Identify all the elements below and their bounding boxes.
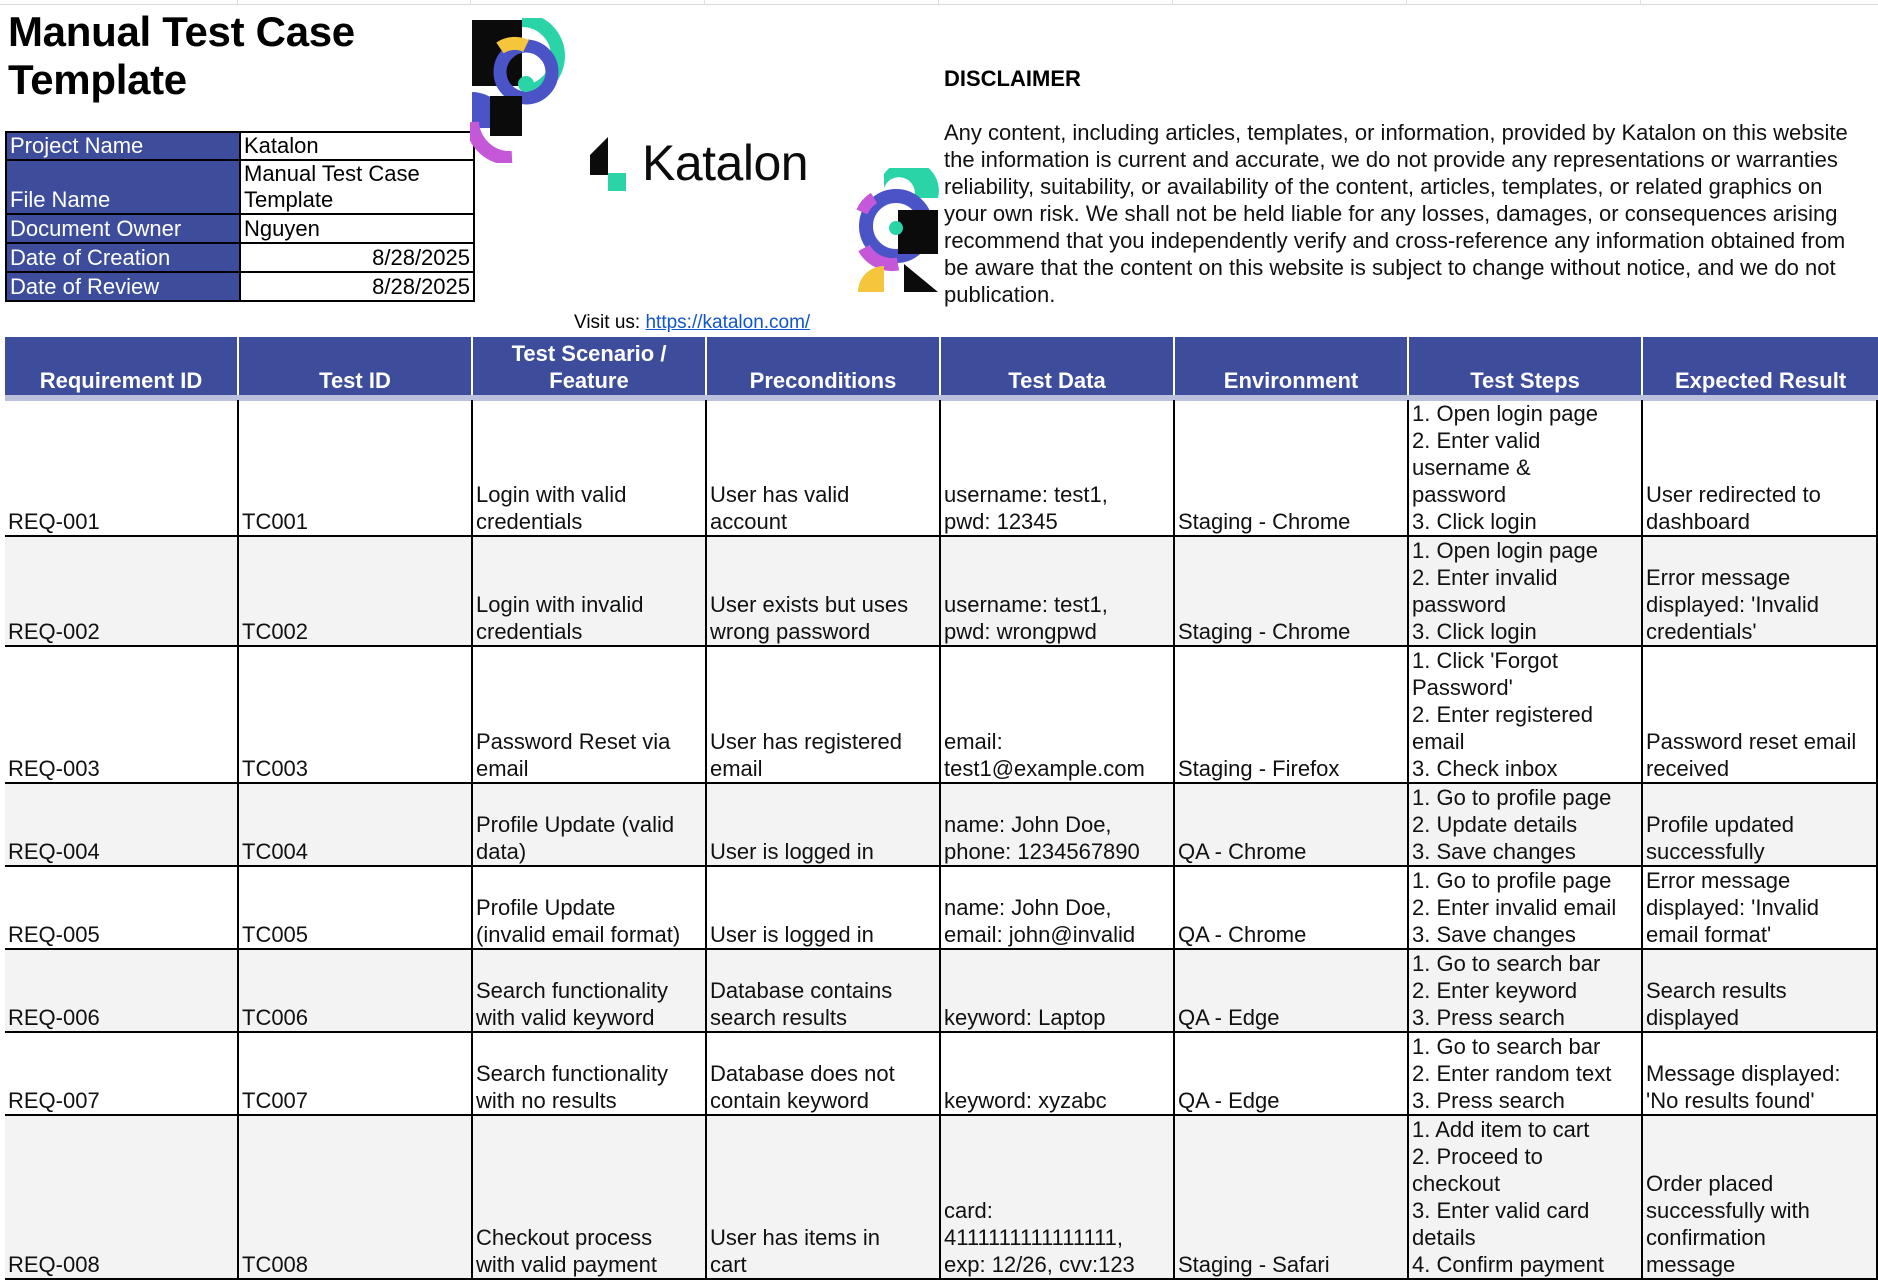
katalon-website-link[interactable]: https://katalon.com/ bbox=[645, 312, 811, 333]
date-of-creation-label: Date of Creation bbox=[6, 243, 240, 272]
expected-result-cell[interactable]: User redirected to dashboard bbox=[1643, 400, 1878, 535]
test-steps-cell[interactable]: 1. Click 'Forgot Password' 2. Enter registered email 3. Check inbox bbox=[1409, 647, 1643, 782]
test-case-table-header bbox=[5, 337, 1878, 395]
column-header-test-steps[interactable]: Test Steps bbox=[1409, 337, 1643, 395]
preconditions-cell[interactable]: User is logged in bbox=[707, 867, 941, 948]
scenario-cell[interactable]: Search functionality with valid keyword bbox=[473, 950, 707, 1031]
scenario-cell[interactable]: Search functionality with no results bbox=[473, 1033, 707, 1114]
document-info-table bbox=[5, 131, 475, 302]
expected-result-cell[interactable]: Error message displayed: 'Invalid credentials' bbox=[1643, 537, 1878, 645]
file-name-value[interactable]: Manual Test Case Template bbox=[240, 160, 474, 214]
scenario-cell[interactable]: Login with valid credentials bbox=[473, 400, 707, 535]
test-data-cell[interactable]: username: test1, pwd: 12345 bbox=[941, 400, 1175, 535]
environment-cell[interactable]: Staging - Chrome bbox=[1175, 400, 1409, 535]
requirement-id-cell[interactable]: REQ-006 bbox=[5, 950, 239, 1031]
date-of-review-value[interactable]: 8/28/2025 bbox=[240, 272, 474, 301]
expected-result-cell[interactable]: Password reset email received bbox=[1643, 647, 1878, 782]
column-header-test-data[interactable]: Test Data bbox=[941, 337, 1175, 395]
scenario-cell[interactable]: Password Reset via email bbox=[473, 647, 707, 782]
test-steps-cell[interactable]: 1. Add item to cart 2. Proceed to checkout 3. Enter valid card details 4. Confirm payment bbox=[1409, 1116, 1643, 1278]
project-name-value[interactable]: Katalon bbox=[240, 132, 474, 160]
table-row bbox=[5, 1033, 1878, 1116]
environment-cell[interactable]: Staging - Chrome bbox=[1175, 537, 1409, 645]
test-data-cell[interactable]: name: John Doe, phone: 1234567890 bbox=[941, 784, 1175, 865]
expected-result-cell[interactable]: Error message displayed: 'Invalid email format' bbox=[1643, 867, 1878, 948]
preconditions-cell[interactable]: Database contains search results bbox=[707, 950, 941, 1031]
environment-cell[interactable]: Staging - Safari bbox=[1175, 1116, 1409, 1278]
decorative-shapes-icon bbox=[854, 168, 942, 293]
test-id-cell[interactable]: TC007 bbox=[239, 1033, 473, 1114]
scenario-cell[interactable]: Profile Update (valid data) bbox=[473, 784, 707, 865]
test-id-cell[interactable]: TC002 bbox=[239, 537, 473, 645]
expected-result-cell[interactable]: Order placed successfully with confirmation message bbox=[1643, 1116, 1878, 1278]
test-steps-cell[interactable]: 1. Go to profile page 2. Enter invalid email 3. Save changes bbox=[1409, 867, 1643, 948]
test-case-table-body bbox=[5, 400, 1878, 1280]
expected-result-cell[interactable]: Message displayed: 'No results found' bbox=[1643, 1033, 1878, 1114]
date-of-creation-value[interactable]: 8/28/2025 bbox=[240, 243, 474, 272]
table-row bbox=[5, 537, 1878, 647]
requirement-id-cell[interactable]: REQ-004 bbox=[5, 784, 239, 865]
test-steps-cell[interactable]: 1. Go to profile page 2. Update details 3. Save changes bbox=[1409, 784, 1643, 865]
disclaimer-text: Any content, including articles, templates, or information, provided by Katalon on this website the information is current and accurate, we do not provide any representations or warranties reliability, suitability, or availability of the content, articles, templates, or related graphics on your own risk. We shall not be held liable for any losses, damages, or consequences arising recommend that you independently verify and cross-reference any information obtained from be aware that the content on this website is subject to change without notice, and we do not publication. bbox=[944, 120, 1848, 307]
date-of-review-label: Date of Review bbox=[6, 272, 240, 301]
test-steps-cell[interactable]: 1. Go to search bar 2. Enter random text 3. Press search bbox=[1409, 1033, 1643, 1114]
file-name-label: File Name bbox=[6, 160, 240, 214]
brand-logo bbox=[588, 134, 808, 192]
test-data-cell[interactable]: email: test1@example.com bbox=[941, 647, 1175, 782]
preconditions-cell[interactable]: User exists but uses wrong password bbox=[707, 537, 941, 645]
table-row bbox=[5, 647, 1878, 784]
expected-result-cell[interactable]: Search results displayed bbox=[1643, 950, 1878, 1031]
test-data-cell[interactable]: keyword: Laptop bbox=[941, 950, 1175, 1031]
requirement-id-cell[interactable]: REQ-002 bbox=[5, 537, 239, 645]
test-id-cell[interactable]: TC003 bbox=[239, 647, 473, 782]
test-data-cell[interactable]: keyword: xyzabc bbox=[941, 1033, 1175, 1114]
environment-cell[interactable]: QA - Chrome bbox=[1175, 867, 1409, 948]
requirement-id-cell[interactable]: REQ-005 bbox=[5, 867, 239, 948]
disclaimer-title: DISCLAIMER bbox=[944, 66, 1081, 91]
preconditions-cell[interactable]: User has valid account bbox=[707, 400, 941, 535]
document-owner-value[interactable]: Nguyen bbox=[240, 214, 474, 243]
environment-cell[interactable]: QA - Edge bbox=[1175, 1033, 1409, 1114]
test-id-cell[interactable]: TC001 bbox=[239, 400, 473, 535]
environment-cell[interactable]: QA - Chrome bbox=[1175, 784, 1409, 865]
table-row bbox=[5, 784, 1878, 867]
preconditions-cell[interactable]: Database does not contain keyword bbox=[707, 1033, 941, 1114]
column-header-test-scenario[interactable]: Test Scenario / Feature bbox=[473, 337, 707, 395]
test-data-cell[interactable]: username: test1, pwd: wrongpwd bbox=[941, 537, 1175, 645]
katalon-logo-icon bbox=[588, 135, 628, 191]
test-data-cell[interactable]: card: 4111111111111111, exp: 12/26, cvv:123 bbox=[941, 1116, 1175, 1278]
preconditions-cell[interactable]: User has items in cart bbox=[707, 1116, 941, 1278]
requirement-id-cell[interactable]: REQ-007 bbox=[5, 1033, 239, 1114]
column-header-requirement-id[interactable]: Requirement ID bbox=[5, 337, 239, 395]
table-row bbox=[5, 400, 1878, 537]
table-row bbox=[5, 867, 1878, 950]
environment-cell[interactable]: Staging - Firefox bbox=[1175, 647, 1409, 782]
test-data-cell[interactable]: name: John Doe, email: john@invalid bbox=[941, 867, 1175, 948]
document-owner-label: Document Owner bbox=[6, 214, 240, 243]
test-id-cell[interactable]: TC006 bbox=[239, 950, 473, 1031]
test-steps-cell[interactable]: 1. Go to search bar 2. Enter keyword 3. Press search bbox=[1409, 950, 1643, 1031]
project-name-label: Project Name bbox=[6, 132, 240, 160]
preconditions-cell[interactable]: User has registered email bbox=[707, 647, 941, 782]
test-steps-cell[interactable]: 1. Open login page 2. Enter valid username & password 3. Click login bbox=[1409, 400, 1643, 535]
table-row bbox=[5, 1116, 1878, 1280]
top-border bbox=[0, 4, 1878, 5]
brand-name: Katalon bbox=[642, 135, 809, 191]
requirement-id-cell[interactable]: REQ-001 bbox=[5, 400, 239, 535]
column-header-preconditions[interactable]: Preconditions bbox=[707, 337, 941, 395]
test-id-cell[interactable]: TC005 bbox=[239, 867, 473, 948]
visit-label: Visit us: bbox=[574, 312, 641, 333]
table-row bbox=[5, 950, 1878, 1033]
column-header-environment[interactable]: Environment bbox=[1175, 337, 1409, 395]
column-header-expected-result[interactable]: Expected Result bbox=[1675, 368, 1847, 393]
preconditions-cell[interactable]: User is logged in bbox=[707, 784, 941, 865]
environment-cell[interactable]: QA - Edge bbox=[1175, 950, 1409, 1031]
expected-result-cell[interactable]: Profile updated successfully bbox=[1643, 784, 1878, 865]
test-steps-cell[interactable]: 1. Open login page 2. Enter invalid password 3. Click login bbox=[1409, 537, 1643, 645]
test-id-cell[interactable]: TC008 bbox=[239, 1116, 473, 1278]
test-id-cell[interactable]: TC004 bbox=[239, 784, 473, 865]
visit-us bbox=[574, 312, 810, 334]
requirement-id-cell[interactable]: REQ-008 bbox=[5, 1116, 239, 1278]
decorative-shapes-icon bbox=[470, 18, 570, 163]
column-header-test-id[interactable]: Test ID bbox=[239, 337, 473, 395]
scenario-cell[interactable]: Profile Update (invalid email format) bbox=[473, 867, 707, 948]
requirement-id-cell[interactable]: REQ-003 bbox=[5, 647, 239, 782]
scenario-cell[interactable]: Checkout process with valid payment bbox=[473, 1116, 707, 1278]
page-title: Manual Test Case Template bbox=[8, 8, 355, 103]
scenario-cell[interactable]: Login with invalid credentials bbox=[473, 537, 707, 645]
